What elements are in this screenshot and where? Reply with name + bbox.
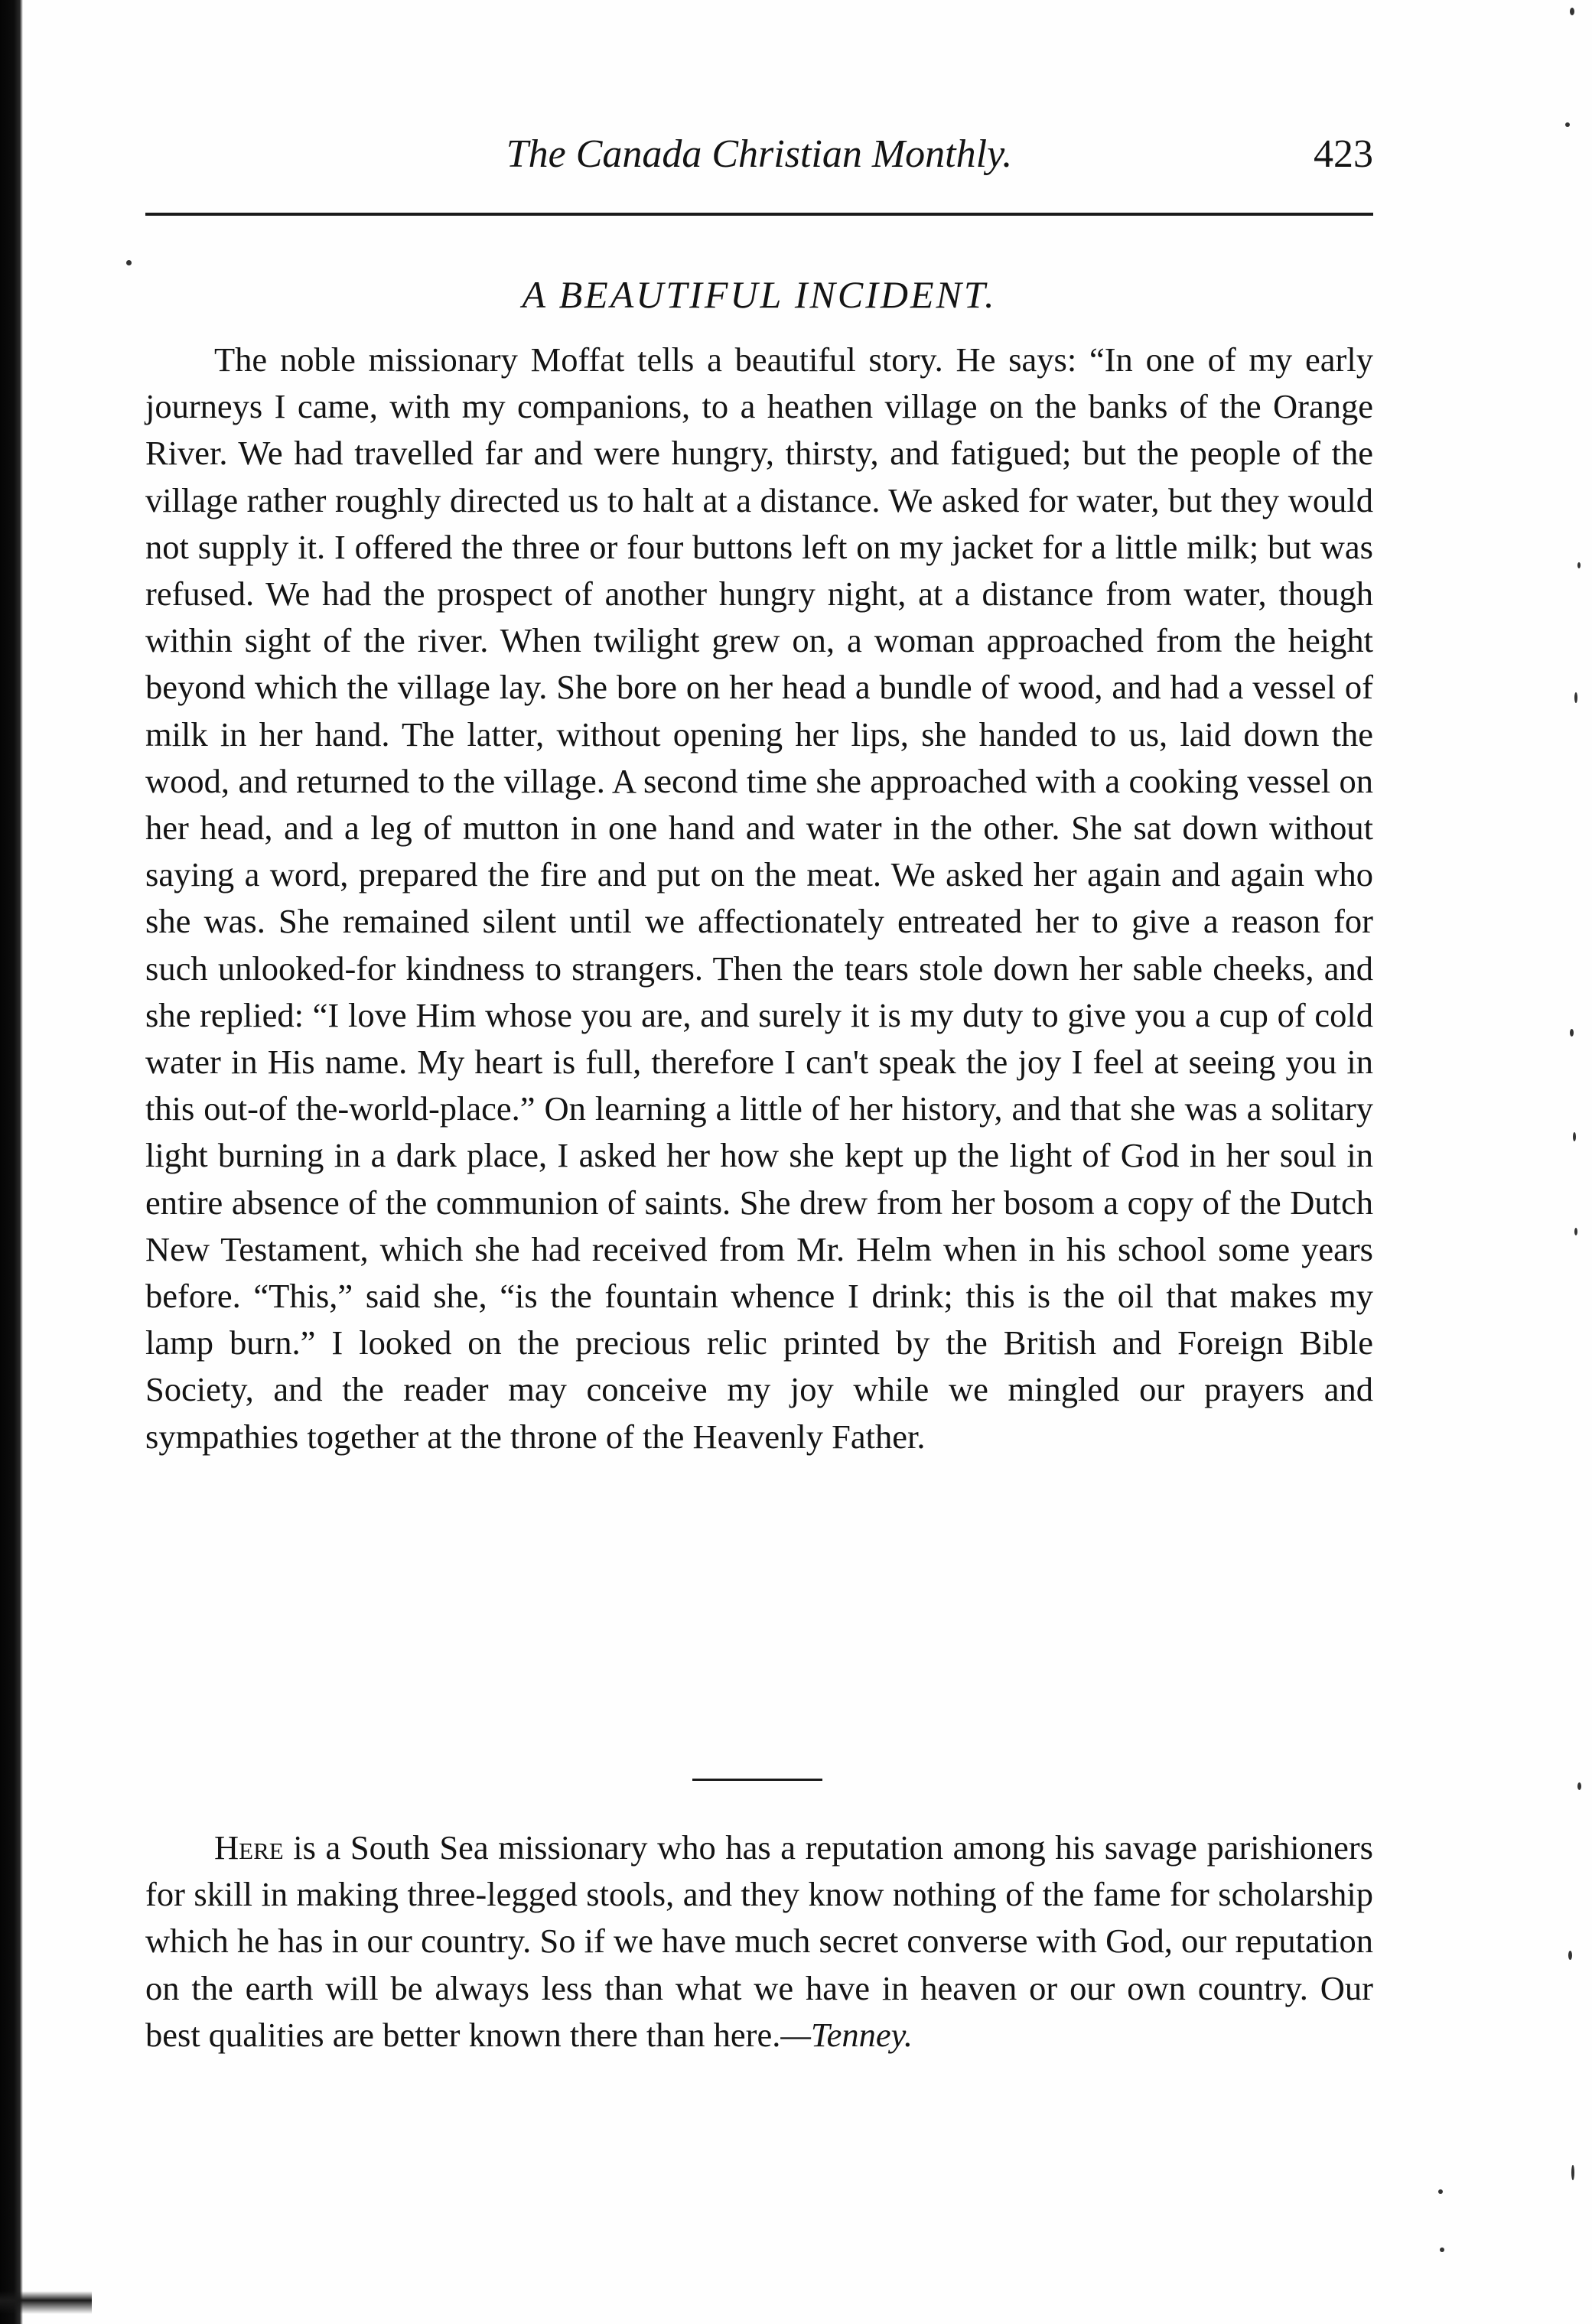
scan-speck [1570, 8, 1574, 15]
scan-speck [1574, 692, 1577, 703]
header-rule [145, 213, 1373, 216]
running-title: The Canada Christian Monthly. [506, 132, 1013, 176]
second-item-paragraph [145, 1824, 1373, 2059]
article-title: A BEAUTIFUL INCIDENT. [522, 273, 997, 316]
scan-speck [1577, 562, 1581, 568]
page-number: 423 [1314, 132, 1373, 176]
book-binding-edge [0, 0, 23, 2324]
scan-speck [1574, 1228, 1577, 1235]
scan-speck [1571, 2165, 1574, 2180]
attribution: —Tenney. [780, 2015, 913, 2054]
scan-speck [126, 260, 132, 265]
second-item-text: is a South Sea missionary who has a reputation among his savage parishioners for skill in making three-legged stools, and they know nothing of the fame for scholarship which he has in our country. So if we have much secret converse with God, our reputation on the earth will be always less than what we have in heaven or our own country. Our best qualities are better known there than here. [145, 1828, 1373, 2054]
scan-speck [1565, 122, 1570, 127]
section-separator [692, 1779, 822, 1781]
scan-speck [1568, 1951, 1572, 1960]
lead-word: Here [214, 1828, 284, 1867]
page-header [145, 124, 1373, 185]
article-paragraph: The noble missionary Moffat tells a beautiful story. He says: “In one of my early journeys I came, with my companions, to a heathen village on the banks of the Orange River. We had travelled far and were hungry, thirsty, and fatigued; but the people of the village rather roughly directed us to halt at a distance. We asked for water, but they would not supply it. I offered the three or four buttons left on my jacket for a little milk; but was refused. We had the prospect of another hungry night, at a distance from water, though within sight of the river. When twilight grew on, a woman approached from the height beyond which the village lay. She bore on her head a bundle of wood, and had a vessel of milk in her hand. The latter, without opening her lips, she handed to us, laid down the wood, and returned to the village. A second time she approached with a cooking vessel on her head, and a leg of mutton in one hand and water in the other. She sat down without saying a word, prepared the fire and put on the meat. We asked her again and again who she was. She remained silent until we affectionately entreated her to give a reason for such unlooked-for kindness to strangers. Then the tears stole down her sable cheeks, and she replied: “I love Him whose you are, and surely it is my duty to give you a cup of cold water in His name. My heart is full, therefore I can't speak the joy I feel at seeing you in this out-of the-world-place.” On learning a little of her history, and that she was a solitary light burning in a dark place, I asked her how she kept up the light of God in her soul in entire absence of the communion of saints. She drew from her bosom a copy of the Dutch New Testament, which she had received from Mr. Helm when in his school some years before. “This,” said she, “is the fountain whence I drink; this is the oil that makes my lamp burn.” I looked on the precious relic printed by the British and Foreign Bible Society, and the reader may conceive my joy while we mingled our prayers and sympathies together at the throne of the Heavenly Father. [145, 340, 1373, 1456]
scan-speck [1440, 2248, 1444, 2252]
scan-speck [1570, 1029, 1574, 1037]
scan-speck [1438, 2189, 1443, 2194]
scan-speck [1577, 1782, 1581, 1790]
scan-speck [1573, 1132, 1576, 1141]
binding-foot-shadow [0, 2291, 92, 2314]
